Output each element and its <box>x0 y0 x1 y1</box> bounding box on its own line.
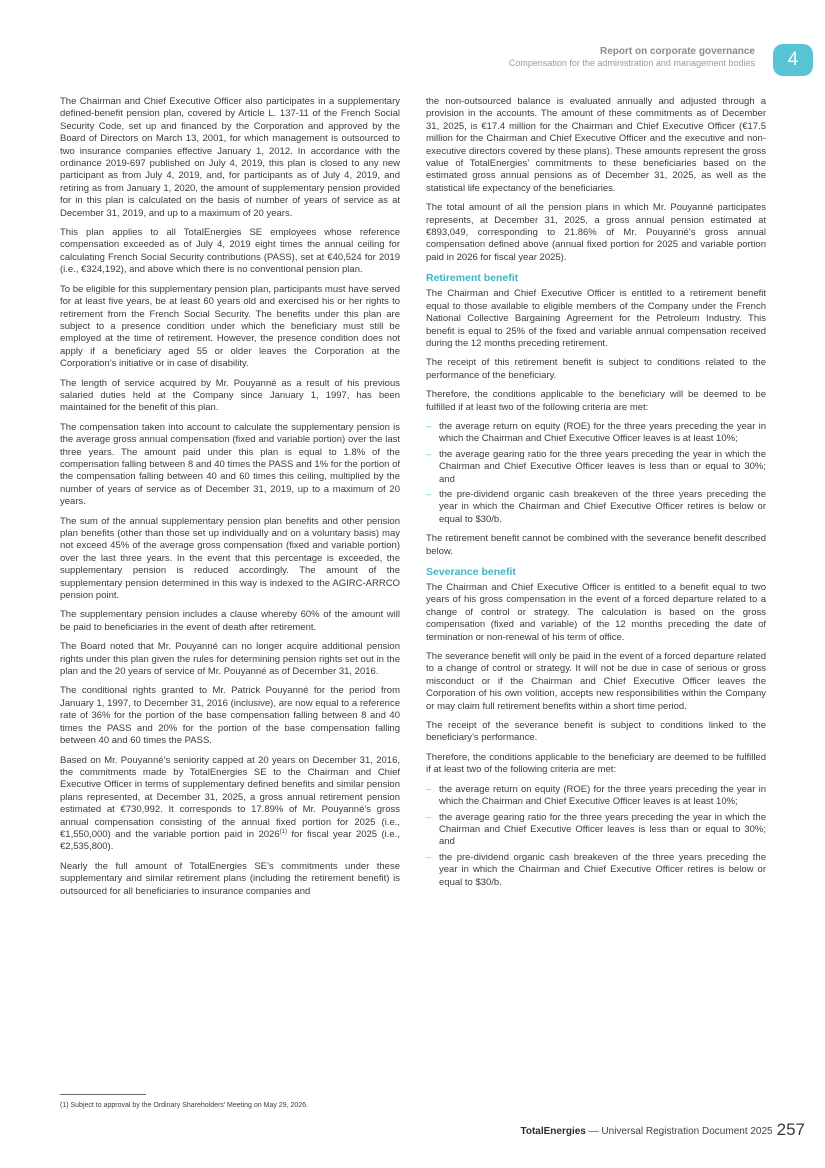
footnote-reference[interactable]: (1) <box>279 828 287 835</box>
list-item-text: the pre-dividend organic cash breakeven of the three years preceding the year in which the Chairman and Chief Executive Officer retires is below or equal to $30/b. <box>439 851 766 888</box>
list-item <box>426 421 766 446</box>
list-item <box>426 489 766 526</box>
list-item-text: the pre-dividend organic cash breakeven of the three years preceding the year in which the Chairman and Chief Executive Officer retires is below or equal to $30/b. <box>439 488 766 525</box>
paragraph: The conditional rights granted to Mr. Patrick Pouyanné for the period from January 1, 1997, to December 31, 2016 (inclusive), are now equal to a reference rate of 36% for the portion of the base compensation falling between 8 and 40 times the PASS and 20% for the portion of the base compensation falling between 40 and 60 times the PASS. <box>60 685 400 747</box>
paragraph: The Chairman and Chief Executive Officer is entitled to a retirement benefit equal to those available to eligible members of the Company under the French National Collective Bargaining Agreement for the Petroleum Industry. This benefit is equal to 25% of the fixed and variable annual compensation received during the 12 months preceding retirement. <box>426 288 766 349</box>
list-item-text: the average return on equity (ROE) for the three years preceding the year in which the Chairman and Chief Executive Officer leaves is at least 10%; <box>439 783 766 808</box>
dash-bullet-icon: – <box>426 811 432 823</box>
retirement-benefit-heading: Retirement benefit <box>426 272 519 285</box>
paragraph: The retirement benefit cannot be combined with the severance benefit described below. <box>426 533 766 557</box>
paragraph: the non-outsourced balance is evaluated annually and adjusted through a provision in the accounts. The amount of these commitments as of December 31, 2025, is €17.4 million for the Chairman and Chief Executive Officer (€17.5 million for the Chairman and Chief Executive Officer and the executive and non-executive directors covered by these plans). These amounts represent the gross value of TotalEnergies’ commitments to these beneficiaries based on the estimated gross annual pensions as of December 31, 2025, as well as the statistical life expectancy of the beneficiaries. <box>426 96 766 194</box>
paragraph: The length of service acquired by Mr. Pouyanné as a result of his previous salaried duties held at the Company since January 1, 1997, has been maintained for the benefit of this plan. <box>60 377 400 414</box>
footnote: (1) Subject to approval by the Ordinary Shareholders’ Meeting on May 29, 2026. <box>60 1102 308 1109</box>
paragraph-with-footnote <box>60 755 400 854</box>
paragraph: The supplementary pension includes a clause whereby 60% of the amount will be paid to beneficiaries in the event of death after retirement. <box>60 609 400 633</box>
paragraph: Nearly the full amount of TotalEnergies SE’s commitments under these supplementary and similar retirement plans (including the retirement benefit) is outsourced for all beneficiaries to insurance companies and <box>60 860 400 897</box>
running-header <box>509 46 755 69</box>
list-item <box>426 852 766 889</box>
footer-document-title: Universal Registration Document 2025 <box>601 1126 773 1137</box>
severance-criteria-list <box>426 784 766 889</box>
dash-bullet-icon: – <box>426 488 432 500</box>
dash-bullet-icon: – <box>426 783 432 795</box>
left-column <box>60 96 400 905</box>
footnote-divider <box>60 1094 146 1095</box>
section-title: Report on corporate governance <box>599 46 755 57</box>
paragraph: The receipt of the severance benefit is subject to conditions linked to the beneficiary’s performance. <box>426 720 766 744</box>
footer-brand: TotalEnergies <box>520 1126 586 1137</box>
page-number: 257 <box>776 1120 805 1139</box>
dash-bullet-icon: – <box>426 851 432 863</box>
paragraph: The compensation taken into account to calculate the supplementary pension is the average gross annual compensation (fixed and variable portion) over the last three years. The amount paid under this plan is equal to 1.8% of the compensation falling between 8 and 40 times the PASS and 1% for the portion of the compensation falling between 40 and 60 times this ceiling, multiplied by the number of years of service as of December 31, 2019, up to a maximum of 20 years. <box>60 421 400 508</box>
retirement-criteria-list <box>426 421 766 526</box>
paragraph: The Chairman and Chief Executive Officer is entitled to a benefit equal to two years of his gross compensation in the event of a forced departure related to a change of control or strategy. The calculation is based on the gross compensation (fixed and variable) of the 12 months preceding the date of termination or non-renewal of his term of office. <box>426 582 766 643</box>
section-subtitle: Compensation for the administration and management bodies <box>508 58 755 68</box>
paragraph: The total amount of all the pension plans in which Mr. Pouyanné participates represents, at December 31, 2025, a gross annual pension estimated at €893,049, corresponding to 21.86% of Mr. Pouyanné’s gross annual compensation defined above (annual fixed portion for 2025 and variable portion paid in 2026 for fiscal year 2025). <box>426 202 766 263</box>
list-item-text: the average gearing ratio for the three years preceding the year in which the Chairman and Chief Executive Officer leaves is less than or equal to 30%; and <box>439 811 766 848</box>
chapter-number-tab[interactable]: 4 <box>773 44 813 76</box>
list-item <box>426 812 766 849</box>
list-item <box>426 449 766 486</box>
dash-bullet-icon: – <box>426 448 432 460</box>
text-span: Based on Mr. Pouyanné’s seniority capped at 20 years on December 31, 2016, the commitments made by TotalEnergies SE to the Chairman and Chief Executive Officer in terms of supplementary defined benefits and similar pension plans represented, at December 31, 2025, a gross annual retirement pension estimated at €730,992. It corresponds to 17.89% of Mr. Pouyanné’s gross annual compensation consisting of the annual fixed portion for 2025 (i.e., €1,550,000) and the variable portion paid in 2026 <box>60 754 400 840</box>
paragraph: The severance benefit will only be paid in the event of a forced departure related to a change of control or strategy. It will not be due in case of serious or gross misconduct or if the Chairman and Chief Executive Officer leaves the Corporation of his own volition, accepts new responsibilities within the Company or may claim full retirement benefits within a short time period. <box>426 651 766 712</box>
list-item-text: the average return on equity (ROE) for the three years preceding the year in which the Chairman and Chief Executive Officer leaves is at least 10%; <box>439 420 766 445</box>
severance-benefit-heading: Severance benefit <box>426 566 516 578</box>
text-span: for fiscal year 2025 (i.e., €2,535,800). <box>60 828 400 853</box>
list-item-text: the average gearing ratio for the three years preceding the year in which the Chairman and Chief Executive Officer leaves is less than or equal to 30%; and <box>439 448 766 485</box>
right-column <box>426 96 766 896</box>
paragraph: This plan applies to all TotalEnergies SE employees whose reference compensation exceeded as of July 4, 2019 eight times the annual ceiling for calculating French Social Security contributions (PASS), set at €40,524 for 2019 (i.e., €324,192), and above which there is no conventional pension plan. <box>60 227 400 276</box>
list-item <box>426 784 766 809</box>
paragraph: The Chairman and Chief Executive Officer also participates in a supplementary defined-benefit pension plan, covered by Article L. 137-11 of the French Social Security Code, set up and financed by the Corporation and approved by the Board of Directors on March 13, 2001, for which management is outsourced to two insurance companies effective January 1, 2012. In accordance with the ordinance 2019-697 published on July 4, 2019, this plan is closed to any new participant as from July 4, 2019, and, for participants as of July 4, 2019, and retiring as from January 1, 2020, the amount of supplementary pension provided for in this plan is calculated on the basis of number of years of service as at December 31, 2019, and up to a maximum of 20 years. <box>60 96 400 219</box>
paragraph: The sum of the annual supplementary pension plan benefits and other pension plan benefits (other than those set up individually and on a voluntary basis) may not exceed 45% of the average gross compensation (fixed and variable portion) over the last three years. In the event that this percentage is exceeded, the supplementary pension is reduced accordingly. The amount of the supplementary pension determined in this way is indexed to the AGIRC-ARRCO pension point. <box>60 515 400 602</box>
paragraph: Therefore, the conditions applicable to the beneficiary will be deemed to be fulfilled if at least two of the following criteria are met: <box>426 389 766 413</box>
paragraph: The receipt of this retirement benefit is subject to conditions related to the performance of the beneficiary. <box>426 357 766 381</box>
dash-bullet-icon: – <box>426 420 432 432</box>
paragraph: Therefore, the conditions applicable to the beneficiary are deemed to be fulfilled if at least two of the following criteria are met: <box>426 751 766 776</box>
page-footer <box>520 1120 805 1142</box>
paragraph: To be eligible for this supplementary pension plan, participants must have served for at least five years, be at least 60 years old and exercised his or her rights to retirement from the French Social Security. The benefits under this plan are subject to a presence condition under which the beneficiary must still be employed at the time of retirement. However, the presence condition does not apply if a beneficiary aged 55 or older leaves the Corporation at the Corporation’s initiative or in case of disability. <box>60 283 400 370</box>
paragraph: The Board noted that Mr. Pouyanné can no longer acquire additional pension rights under this plan given the rules for determining pension rights set out in the plan and the 20 years of service of Mr. Pouyanné as of December 31, 2016. <box>60 641 400 678</box>
footer-separator: — <box>585 1126 602 1137</box>
